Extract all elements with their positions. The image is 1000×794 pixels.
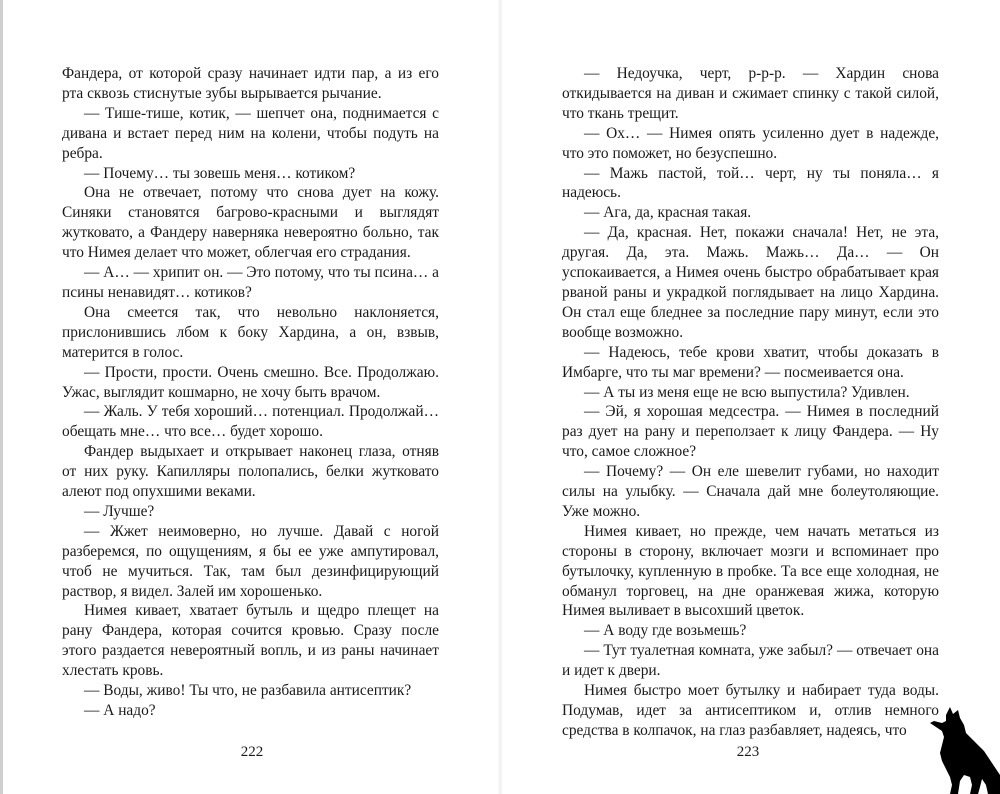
- right-page-text: [562, 64, 939, 741]
- paragraph: — А воду где возьмешь?: [584, 622, 747, 640]
- page-edge: [0, 0, 3, 794]
- paragraph: Нимея быстро моет бутылку и набирает туда воды. Подумав, идет за антисептиком и, отлив немного средства в колпачок, на глаз разбавляет, надеясь, что: [562, 682, 939, 739]
- paragraph: — Жаль. У тебя хороший… потенциал. Продолжай… обещать мне… что все… будет хорошо.: [62, 403, 439, 441]
- paragraph: — Жжет неимоверно, но лучше. Давай с ногой разберемся, по ощущениям, я бы ее уже ампутировал, чтоб не мучиться. Так, там был дезинфицирующий раствор, я видел. Залей им хорошенько.: [62, 522, 439, 600]
- paragraph: — Ох… — Нимея опять усиленно дует в надежде, что это поможет, но безуспешно.: [562, 124, 939, 162]
- paragraph: — Да, красная. Нет, покажи сначала! Нет, не эта, другая. Да, эта. Мажь. Мажь… Да… — Он успокаивается, а Нимея очень быстро обрабатывает края рваной раны и украдкой поглядывает на лицо Хардина. Он стал еще бледнее за последние пару минут, если это вообще возможно.: [562, 224, 939, 341]
- howling-wolf-icon: [920, 705, 1000, 794]
- paragraph: — А ты из меня еще не всю выпустила? Удивлен.: [584, 383, 910, 401]
- paragraph: Нимея кивает, но прежде, чем начать метаться из стороны в сторону, включает мозги и вспоминает про бутылочку, купленную в пробке. Та все еще холодная, не обманул торговец, на дне оранжевая жижа, которую Нимея выливает в высохший цветок.: [562, 522, 939, 620]
- paragraph: — Надеюсь, тебе крови хватит, чтобы доказать в Имбарге, что ты маг времени? — посмеивается она.: [562, 343, 939, 381]
- paragraph: — Эй, я хорошая медсестра. — Нимея в последний раз дует на рану и переползает к лицу Фандера. — Ну что, самое сложное?: [562, 403, 939, 461]
- paragraph: — А надо?: [84, 702, 156, 719]
- page-number-left: 222: [240, 744, 264, 760]
- paragraph: — Почему? — Он еле шевелит губами, но находит силы на улыбку. — Сначала дай мне болеутоляющие. Уже можно.: [562, 463, 939, 520]
- paragraph: — А… — хрипит он. — Это потому, что ты псина… а псины ненавидят… котиков?: [62, 264, 439, 301]
- page-number-right: 223: [736, 744, 760, 760]
- paragraph: Нимея кивает, хватает бутыль и щедро плещет на рану Фандера, которая сочится кровью. Сразу после этого раздается невероятный вопль, и из раны начинает хлестать кровь.: [62, 602, 439, 680]
- paragraph: — Лучше?: [84, 502, 155, 520]
- paragraph: Фандер выдыхает и открывает наконец глаза, отняв от них руку. Капилляры полопались, белки жутковато алеют под опухшими веками.: [62, 443, 439, 501]
- paragraph: — Почему… ты зовешь меня… котиком?: [84, 164, 356, 182]
- paragraph: — Воды, живо! Ты что, не разбавила антисептик?: [84, 682, 412, 700]
- paragraph: Она смеется так, что невольно наклоняется, прислонившись лбом к боку Хардина, а он, взвыв, матерится в голос.: [62, 303, 439, 361]
- paragraph: Она не отвечает, потому что снова дует на кожу. Синяки становятся багрово-красными и выглядят жутковато, а Фандеру наверняка невероятно больно, так что Нимея делает что может, облегчая его страдания.: [62, 184, 439, 262]
- paragraph: — Тут туалетная комната, уже забыл? — отвечает она и идет к двери.: [562, 642, 939, 680]
- left-page-text: [62, 64, 439, 721]
- paragraph: — Недоучка, черт, р-р-р. — Хардин снова откидывается на диван и сжимает спинку с такой силой, что ткань трещит.: [562, 65, 939, 122]
- book-gutter: [497, 0, 503, 794]
- paragraph: — Мажь пастой, той… черт, ну ты поняла… я надеюсь.: [562, 164, 939, 202]
- paragraph: — Прости, прости. Очень смешно. Все. Продолжаю. Ужас, выглядит кошмарно, не хочу быть врачом.: [62, 363, 439, 401]
- paragraph: Фандера, от которой сразу начинает идти пар, а из его рта сквозь стиснутые зубы вырывается рычание.: [62, 65, 439, 102]
- paragraph: — Ага, да, красная такая.: [584, 204, 752, 222]
- paragraph: — Тише-тише, котик, — шепчет она, поднимается с дивана и встает перед ним на колени, чтобы подуть на ребра.: [62, 104, 439, 162]
